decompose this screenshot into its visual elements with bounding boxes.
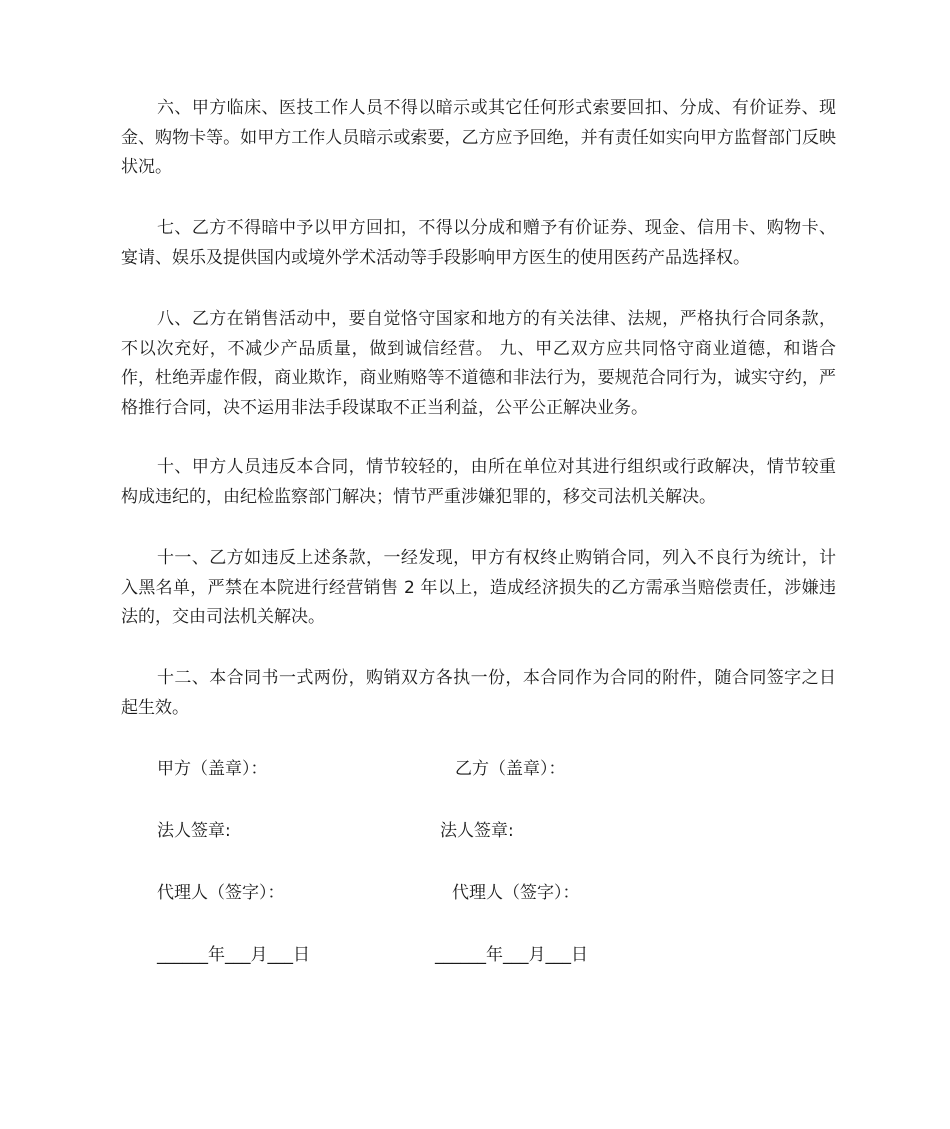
clause-11: 十一、乙方如违反上述条款，一经发现，甲方有权终止购销合同，列入不良行为统计，计入黑名单，严禁在本院进行经营销售 2 年以上，造成经济损失的乙方需承当赔偿责任，涉嫌违法的，交由司法机关解决。 xyxy=(121,548,836,627)
party-b-agent-label: 代理人（签字）： xyxy=(452,883,580,903)
party-b-seal-label: 乙方（盖章）： xyxy=(455,759,566,779)
party-b-date-line: ______年___月___日 xyxy=(435,945,588,965)
party-b-legal-label: 法人签章: xyxy=(440,821,514,841)
clause-10: 十、甲方人员违反本合同，情节较轻的，由所在单位对其进行组织或行政解决，情节较重构成违纪的，由纪检监察部门解决；情节严重涉嫌犯罪的，移交司法机关解决。 xyxy=(121,457,836,507)
clause-6: 六、甲方临床、医技工作人员不得以暗示或其它任何形式索要回扣、分成、有价证券、现金、购物卡等。如甲方工作人员暗示或索要，乙方应予回绝，并有责任如实向甲方监督部门反映状况。 xyxy=(121,98,836,177)
party-a-legal-label: 法人签章: xyxy=(157,821,231,841)
clause-7: 七、乙方不得暗中予以甲方回扣，不得以分成和赠予有价证券、现金、信用卡、购物卡、宴请、娱乐及提供国内或境外学术活动等手段影响甲方医生的使用医药产品选择权。 xyxy=(121,218,836,268)
clause-12: 十二、本合同书一式两份，购销双方各执一份，本合同作为合同的附件，随合同签字之日起生效。 xyxy=(121,668,836,718)
party-a-agent-label: 代理人（签字）： xyxy=(157,883,285,903)
clause-8-9: 八、乙方在销售活动中，要自觉恪守国家和地方的有关法律、法规，严格执行合同条款，不以次充好，不减少产品质量，做到诚信经营。 九、甲乙双方应共同恪守商业道德，和谐合作，杜绝弄虚作假，商业欺诈，商业贿赂等不道德和非法行为，要规范合同行为，诚实守约，严格推行合同，决不运用非法手段谋取不正当利益，公平公正解决业务。 xyxy=(121,309,836,418)
party-a-date-line: ______年___月___日 xyxy=(157,945,310,965)
party-a-seal-label: 甲方（盖章）： xyxy=(157,759,268,779)
